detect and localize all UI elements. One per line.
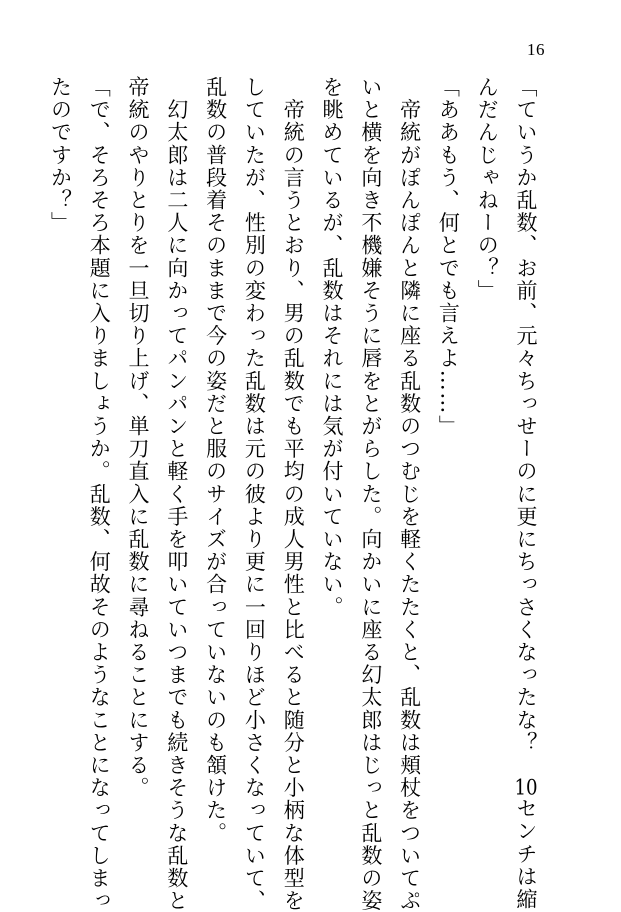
vertical-text-body bbox=[41, 76, 545, 912]
text-line: いと横を向き不機嫌そうに唇をとがらした。向かいに座る幻太郎はじっと乱数の姿 bbox=[358, 76, 383, 912]
text-line: 幻太郎は二人に向かってパンパンと軽く手を叩いていつまでも続きそうな乱数と bbox=[164, 76, 189, 912]
page-number: 16 bbox=[527, 40, 545, 59]
text-line: たのですか？」 bbox=[48, 76, 73, 235]
text-line: 乱数の普段着そのままで今の姿だと服のサイズが合っていないのも頷けた。 bbox=[203, 76, 228, 845]
text-line: んだんじゃねーの？」 bbox=[475, 76, 500, 302]
text-line: 「ああもう、何とでも言えよ……」 bbox=[436, 76, 461, 438]
text-line: を眺めているが、乱数はそれには気が付いていない。 bbox=[320, 76, 345, 619]
text-line: 「ていうか乱数、お前、元々ちっせーのに更にちっさくなったな？ 10センチは縮 bbox=[514, 76, 538, 911]
text-line: していたが、性別の変わった乱数は元の彼より更に一回りほど小さくなっていて、 bbox=[242, 76, 267, 912]
text-line: 帝統の言うとおり、男の乱数でも平均の成人男性と比べると随分と小柄な体型を bbox=[281, 76, 306, 912]
text-line: 「で、そろそろ本題に入りましょうか。乱数、何故そのようなことになってしまっ bbox=[87, 76, 112, 912]
text-line: 帝統がぽんぽんと隣に座る乱数のつむじを軽くたたくと、乱数は頬杖をついてぷ bbox=[397, 76, 422, 912]
text-line: 帝統のやりとりを一旦切り上げ、単刀直入に乱数に尋ねることにする。 bbox=[126, 76, 151, 800]
